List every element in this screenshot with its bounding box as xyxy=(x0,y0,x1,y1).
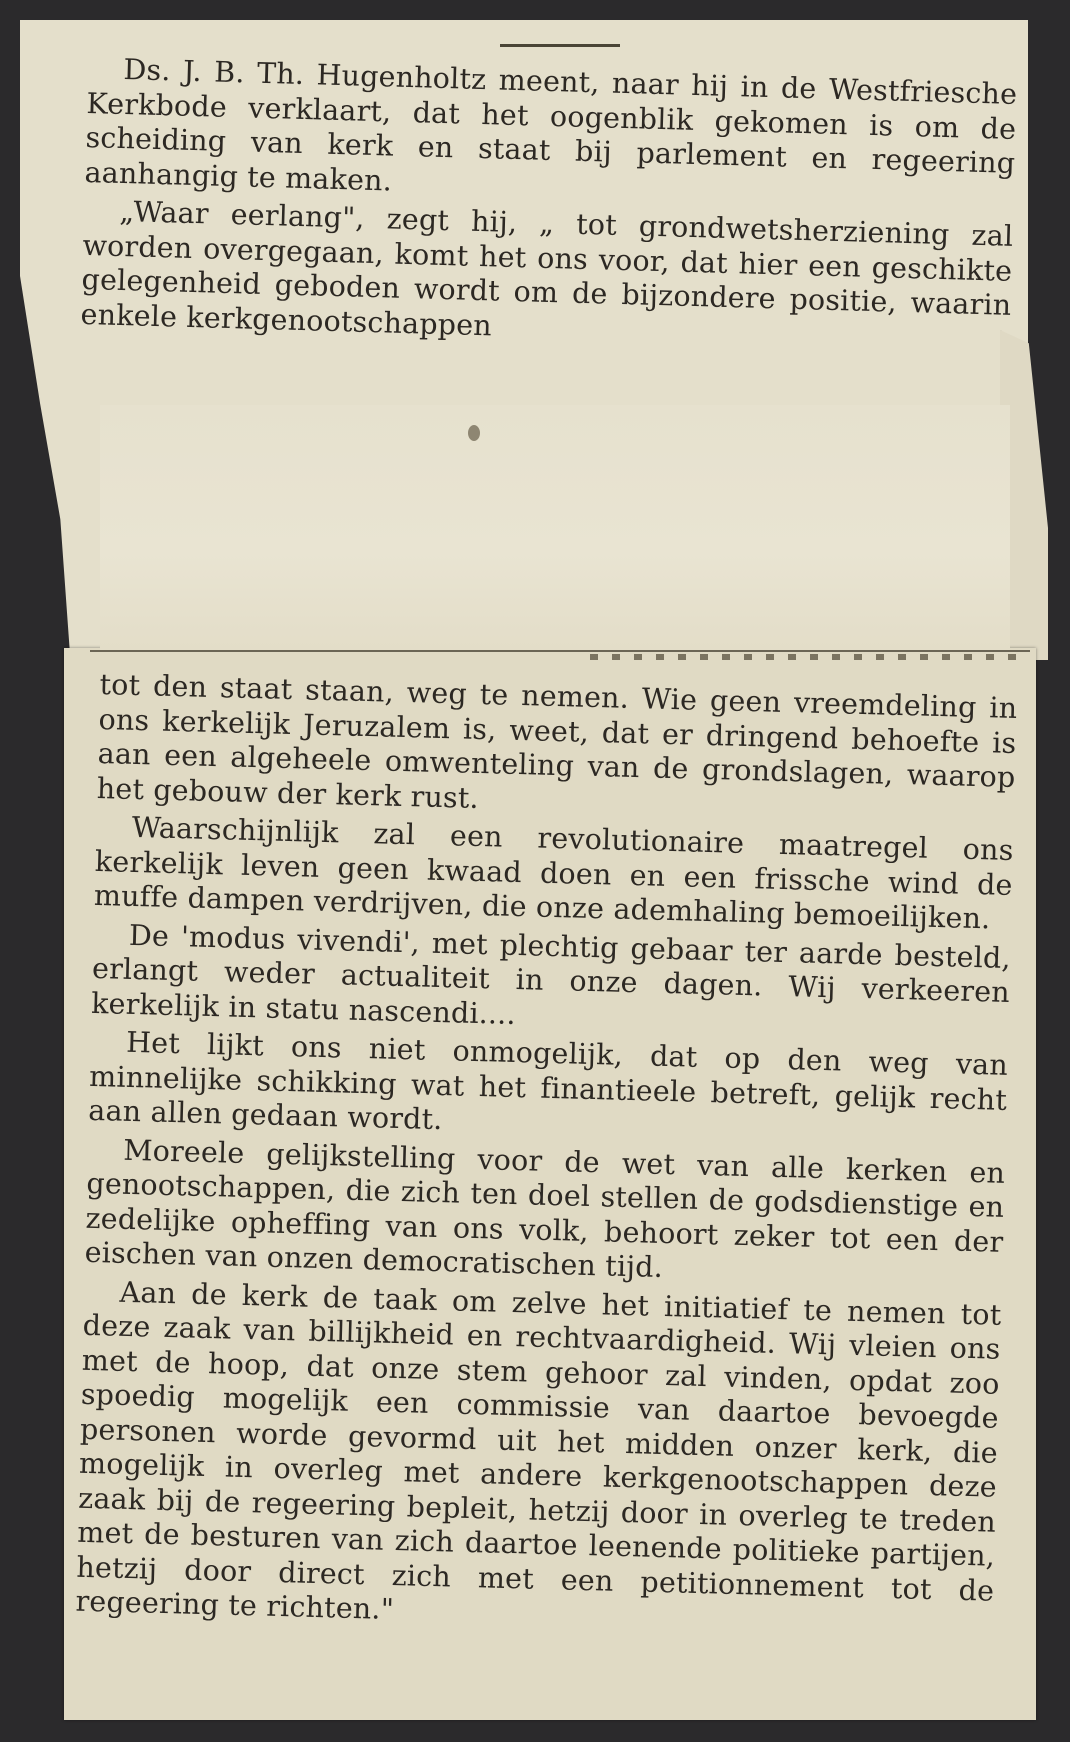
cut-line-divider xyxy=(90,650,1030,662)
paragraph: De 'modus vivendi', met plechtig gebaar ter aarde besteld, erlangt weder actualiteit in onze dagen. Wij verkeeren kerkelijk in statu nascendi.... xyxy=(90,918,1012,1031)
paragraph: Moreele gelijkstelling voor de wet van alle kerken en genootschappen, die zich ten doel stellen de godsdienstige en zedelijke opheffing van ons volk, behoort zeker tot een der eischen van onzen democratischen tijd. xyxy=(84,1133,1006,1284)
paragraph: Het lijkt ons niet onmogelijk, dat op den weg van minnelijke schikking wat het finantieele betreft, gelijk recht aan allen gedaan wordt. xyxy=(87,1025,1009,1137)
paragraph: „Waar eerlang", zegt hij, „ tot grondwetsherziening zal worden overgegaan, komt het ons voor, dat hier een geschikte gelegenheid geboden wordt om de bijzondere positie, waarin enkele kerkgenootschappen xyxy=(80,194,1014,342)
blank-paper-area xyxy=(100,405,1010,650)
article-text-upper xyxy=(80,52,1017,358)
column-rule-top xyxy=(500,44,620,47)
paragraph: tot den staat staan, weg te nemen. Wie geen vreemdeling in ons kerkelijk Jeruzalem is, weet, dat er dringend behoefte is aan een algeheele omwenteling van de grondslagen, waarop het gebouw der kerk rust. xyxy=(96,668,1018,815)
ink-spot xyxy=(468,425,480,441)
paragraph: Ds. J. B. Th. Hugenholtz meent, naar hij in de Westfriesche Kerkbode verklaart, dat het oogenblik gekomen is om de scheiding van kerk en staat bij parlement en regeering aanhangig te maken. xyxy=(84,53,1018,198)
article-text-lower xyxy=(75,668,1018,1643)
paragraph: Aan de kerk de taak om zelve het initiatief te nemen tot deze zaak van billijkheid en rechtvaardigheid. Wij vleien ons met de hoop, dat onze stem gehoor zal vinden, opdat zoo spoedig mogelijk een commissie van daartoe bevoegde personen worde gevormd uit het midden onzer kerk, die mogelijk in overleg met andere kerkgenootschappen deze zaak bij de regeering bepleit, hetzij door in overleg te treden met de besturen van zich daartoe leenende politieke partijen, hetzij door direct zich met een petitionnement tot de regeering te richten." xyxy=(75,1275,1002,1627)
paragraph: Waarschijnlijk zal een revolutionaire maatregel ons kerkelijk leven geen kwaad doen en een frissche wind de muffe dampen verdrijven, die onze ademhaling bemoeilijken. xyxy=(93,810,1014,936)
